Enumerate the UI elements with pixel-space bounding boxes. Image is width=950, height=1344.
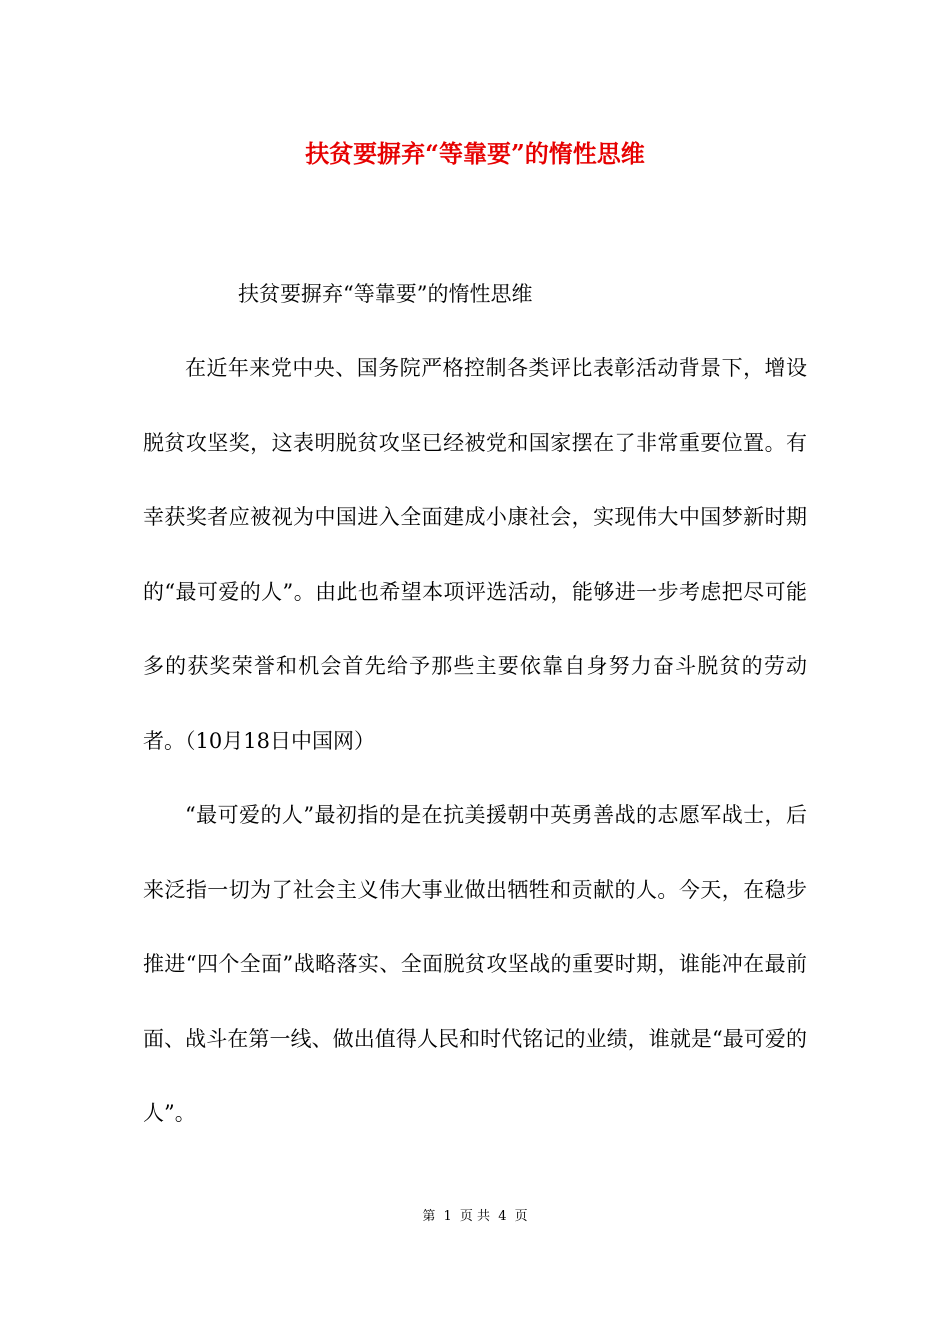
document-subtitle: 扶贫要摒弃“等靠要”的惰性思维 <box>238 282 533 306</box>
total-page-count: 4 <box>498 1209 507 1224</box>
page-footer <box>0 1207 950 1227</box>
document-title: 扶贫要摒弃“等靠要”的惰性思维 <box>305 139 645 168</box>
body-paragraph-1: 在近年来党中央、国务院严格控制各类评比表彰活动背景下，增设脱贫攻坚奖，这表明脱贫攻坚已经被党和国家摆在了非常重要位置。有幸获奖者应被视为中国进入全面建成小康社会，实现伟大中国梦新时期的“最可爱的人”。由此也希望本项评选活动，能够进一步考虑把尽可能多的获奖荣誉和机会首先给予那些主要依靠自身努力奋斗脱贫的劳动者。（10月18日中国网） <box>143 356 807 753</box>
current-page-number: 1 <box>443 1209 452 1224</box>
page-label-prefix: 第 <box>422 1209 436 1224</box>
page-label-suffix: 页 <box>514 1209 528 1224</box>
body-paragraph-2: “最可爱的人”最初指的是在抗美援朝中英勇善战的志愿军战士，后来泛指一切为了社会主义伟大事业做出牺牲和贡献的人。今天，在稳步推进“四个全面”战略落实、全面脱贫攻坚战的重要时期，谁能冲在最前面、战斗在第一线、做出值得人民和时代铭记的业绩，谁就是“最可爱的人”。 <box>143 803 807 1125</box>
page-label-mid: 页 共 <box>459 1209 491 1224</box>
